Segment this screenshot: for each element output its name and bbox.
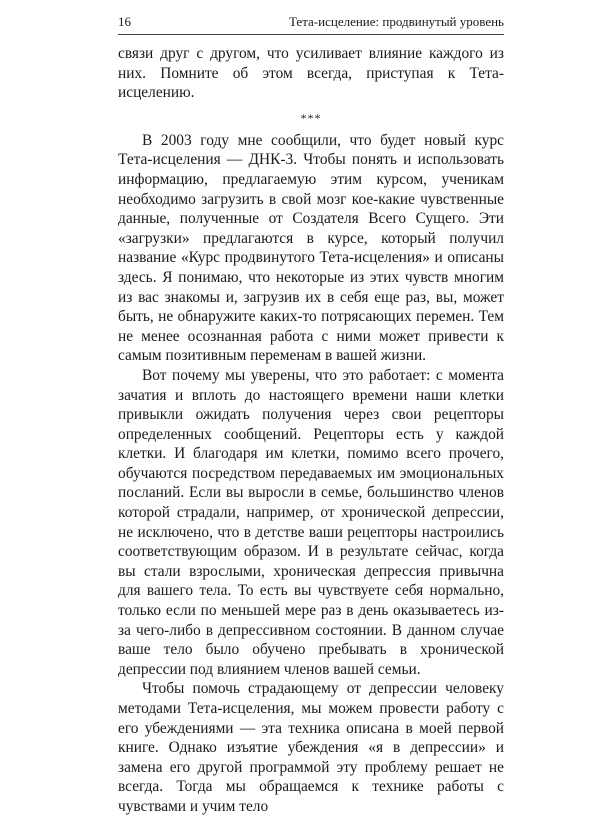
- body-text: [118, 44, 504, 817]
- running-header-title: Тета-исцеление: продвинутый уровень: [288, 14, 504, 29]
- running-header: [118, 12, 504, 35]
- paragraph-dnk3-course: В 2003 году мне сообщили, что будет новый курс Тета-исцеления — ДНК-3. Чтобы понять и использовать информацию, предлагаемую этим курсом, ученикам необходимо загрузить в свой мозг кое-какие чувственные данные, полученные от Создателя Всего Сущего. Эти «загрузки» предлагаются в курсе, который получил название «Курс продвинутого Тета-исцеления» и описаны здесь. Я понимаю, что некоторые из этих чувств многим из вас знакомы и, загрузив их в себя еще раз, вы, может быть, не обнаружите каких-то потрясающих перемен. Тем не менее осознанная работа с ними может привести к самым позитивным переменам в вашей жизни.: [118, 131, 504, 365]
- page-number: 16: [118, 14, 131, 29]
- paragraph-cell-receptors: Вот почему мы уверены, что это работает: с момента зачатия и вплоть до настоящего времени наши клетки привыкли ожидать получения через свои рецепторы определенных сообщений. Рецепторы есть у каждой клетки. И благодаря им клетки, помимо всего прочего, обучаются посредством передаваемых им эмоциональных посланий. Если вы выросли в семье, большинство членов которой страдали, например, от хронической депрессии, не исключено, что в детстве ваши рецепторы настроились соответствующим образом. И в результате сейчас, когда вы стали взрослыми, хроническая депрессия привычна для вашего тела. То есть вы чувствуете себя нормально, только если по меньшей мере раз в день оказываетесь из-за чего-либо в депрессивном состоянии. В данном случае ваше тело было обучено пребывать в хронической депрессии под влиянием членов вашей семьи.: [118, 366, 504, 678]
- section-separator: ***: [300, 110, 322, 125]
- paragraph-depression-help: Чтобы помочь страдающему от депрессии человеку методами Тета-исцеления, мы можем провести работу с его убеждениями — эта техника описана в моей первой книге. Однако изъятие убеждения «я в депрессии» и замена его другой программой эту проблему решает не всегда. Тогда мы обращаемся к технике работы с чувствами и учим тело: [118, 680, 504, 815]
- continuation-paragraph: связи друг с другом, что усиливает влияние каждого из них. Помните об этом всегда, приступая к Тета-исцелению.: [118, 45, 504, 102]
